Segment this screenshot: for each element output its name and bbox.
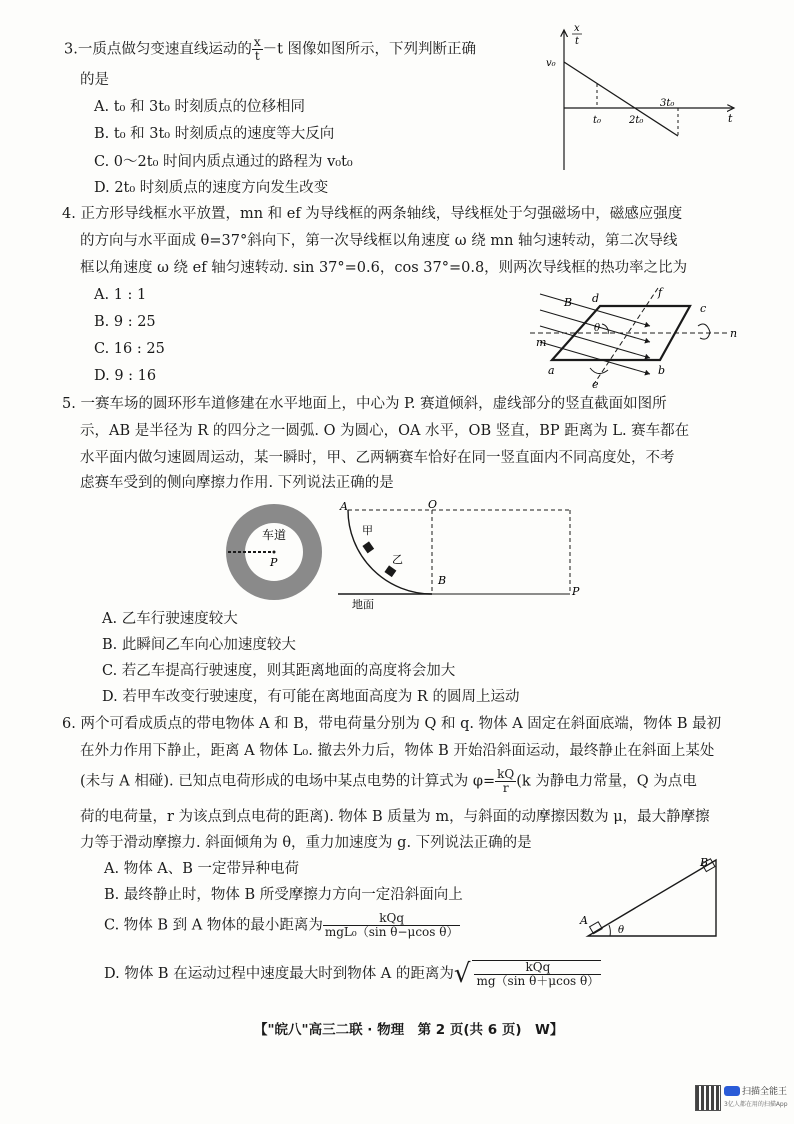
q5-label-ground: 地面 [352, 598, 374, 610]
q4-loop-figure [530, 284, 750, 390]
q5-ring-center [273, 551, 276, 554]
scanner-logo-icon [724, 1086, 740, 1096]
q6-line1: 6. 两个可看成质点的带电物体 A 和 B，带电荷量分别为 Q 和 q. 物体 A 固定在斜面底端，物体 B 最初 [62, 716, 722, 732]
q5-car-jia [362, 541, 374, 553]
q6-line3-prefix: (未与 A 相碰). 已知点电荷形成的电场中某点电势的计算式为 φ= [80, 773, 496, 790]
q6-line4: 荷的电荷量，r 为该点到点电荷的距离). 物体 B 质量为 m，与斜面的动摩擦因数为 μ，最大静摩擦 [80, 809, 710, 825]
q6-line5: 力等于滑动摩擦力. 斜面倾角为 θ，重力加速度为 g. 下列说法正确的是 [80, 835, 532, 851]
q6-option-d-den: mg（sin θ＋μcos θ） [476, 974, 600, 988]
q4-line1: 4. 正方形导线框水平放置，mn 和 ef 为导线框的两条轴线，导线框处于匀强磁场中，磁感应强度 [62, 206, 683, 222]
q3-xt-graph [538, 22, 744, 172]
q6-line3 [80, 768, 697, 795]
q5-line1: 5. 一赛车场的圆环形车道修建在水平地面上，中心为 P. 赛道倾斜，虚线部分的竖直截面如图所 [62, 396, 667, 412]
q4-label-d: d [592, 292, 600, 305]
q5-arc-ab [348, 510, 432, 594]
q4-rotation-arrow-ef [590, 368, 608, 374]
q6-line2: 在外力作用下静止，距离 A 物体 L₀. 撤去外力后，物体 B 开始沿斜面运动，最终静止在斜面上某处 [80, 743, 715, 759]
q4-rotation-arrow [698, 324, 710, 339]
q4-ef-axis [594, 288, 658, 384]
q5-label-p: P [572, 585, 580, 598]
q4-line2: 的方向与水平面成 θ=37°斜向下，第一次导线框以角速度 ω 绕 mn 轴匀速转动，第二次导线 [80, 233, 678, 249]
q3-frac-den: t [254, 49, 260, 63]
q3-stem-suffix: －t 图像如图所示，下列判断正确 [262, 41, 477, 58]
q6-label-a: A [580, 914, 588, 927]
q5-option-d: D. 若甲车改变行驶速度，有可能在离地面高度为 R 的圆周上运动 [102, 689, 520, 705]
q6-incline-figure [576, 852, 736, 944]
q5-label-jia: 甲 [362, 524, 373, 537]
q6-option-c-num: kQq [323, 912, 461, 926]
q6-potential-den: r [502, 781, 509, 795]
q5-figure [220, 500, 600, 610]
q5-line2: 示，AB 是半径为 R 的四分之一圆弧. O 为圆心，OA 水平，OB 竖直，BP 距离为 L. 赛车都在 [80, 423, 690, 439]
q5-label-a: A [340, 500, 348, 513]
q4-option-a: A. 1 : 1 [94, 287, 147, 303]
q3-stem-prefix: 3.一质点做匀变速直线运动的 [64, 41, 252, 58]
q5-car-yi [384, 565, 396, 577]
q6-option-d [104, 960, 601, 988]
q3-2t0-label: 2t₀ [629, 115, 644, 126]
q6-line3-suffix: (k 为静电力常量，Q 为点电 [516, 773, 697, 790]
q5-option-b: B. 此瞬间乙车向心加速度较大 [102, 637, 296, 653]
q4-label-e: e [592, 378, 599, 390]
q6-option-a: A. 物体 A、B 一定带异种电荷 [104, 861, 300, 877]
q4-option-b: B. 9 : 25 [94, 314, 156, 330]
q6-potential-frac [495, 768, 516, 795]
q3-t0-label: t₀ [593, 115, 602, 126]
q5-line3: 水平面内做匀速圆周运动，某一瞬时，甲、乙两辆赛车恰好在同一竖直面内不同高度处，不考 [80, 450, 675, 466]
q6-option-d-prefix: D. 物体 B 在运动过程中速度最大时到物体 A 的距离为 [104, 966, 454, 982]
q3-option-a: A. t₀ 和 3t₀ 时刻质点的位移相同 [94, 99, 306, 115]
q4-label-f: f [658, 286, 663, 299]
q5-label-yi: 乙 [392, 553, 403, 566]
q4-line3: 框以角速度 ω 绕 ef 轴匀速转动. sin 37°=0.6，cos 37°=0.8，则两次导线框的热功率之比为 [80, 260, 688, 276]
q6-option-d-num: kQq [474, 961, 601, 975]
q6-object-a [590, 922, 603, 934]
q6-theta-arc [609, 925, 610, 936]
q3-t-label: t [728, 112, 733, 125]
q3-option-d: D. 2t₀ 时刻质点的速度方向发生改变 [94, 180, 329, 196]
q4-label-m: m [536, 336, 547, 349]
q6-option-b: B. 最终静止时，物体 B 所受摩擦力方向一定沿斜面向上 [104, 887, 463, 903]
q5-label-p-ring: P [270, 556, 278, 569]
q6-option-d-radical [472, 960, 601, 988]
q5-option-c: C. 若乙车提高行驶速度，则其距离地面的高度将会加大 [102, 663, 456, 679]
q3-3t0-label: 3t₀ [660, 98, 675, 109]
q3-fraction [252, 36, 263, 63]
q5-label-b: B [438, 574, 447, 587]
q6-option-c [104, 912, 460, 939]
q4-option-d: D. 9 : 16 [94, 368, 157, 384]
q6-potential-num: kQ [497, 767, 515, 781]
q6-incline [588, 860, 716, 936]
q5-option-a: A. 乙车行驶速度较大 [102, 611, 238, 627]
q4-label-b: b [658, 364, 666, 377]
q4-label-c: c [700, 302, 707, 315]
q4-label-n: n [730, 327, 738, 340]
q3-frac-num: x [253, 35, 261, 49]
qr-code-icon [695, 1085, 721, 1111]
sqrt-icon: √ [453, 959, 471, 989]
q3-option-c: C. 0～2t₀ 时间内质点通过的路程为 v₀t₀ [94, 154, 353, 170]
q6-option-c-frac [323, 912, 461, 939]
q3-v0-label: v₀ [546, 58, 556, 69]
q5-label-track: 车道 [262, 528, 287, 542]
q3-stem-line2: 的是 [80, 72, 109, 88]
scanner-brand: 扫描全能王 [742, 1087, 788, 1097]
q4-option-c: C. 16 : 25 [94, 341, 165, 357]
q6-label-theta: θ [618, 925, 625, 936]
q6-option-c-den: mgL₀（sin θ−μcos θ） [324, 925, 459, 939]
q6-label-b: B [700, 856, 709, 869]
q5-line4: 虑赛车受到的侧向摩擦力作用. 下列说法正确的是 [80, 475, 394, 491]
q3-option-b: B. t₀ 和 3t₀ 时刻质点的速度等大反向 [94, 126, 335, 142]
q3-y-label-num: x [574, 23, 580, 34]
page-footer: 【"皖八"高三二联 · 物理 第 2 页(共 6 页) W】 [254, 1022, 564, 1038]
q6-option-c-prefix: C. 物体 B 到 A 物体的最小距离为 [104, 917, 323, 934]
q4-label-theta: θ [594, 323, 601, 334]
q6-option-d-frac [474, 961, 601, 988]
q4-label-b-field: B [564, 296, 573, 309]
q5-label-o: O [428, 500, 438, 511]
q3-y-label-den: t [575, 36, 580, 47]
q3-stem-line1 [64, 36, 476, 63]
scanner-subtitle: 3亿人都在用的扫描App [724, 1101, 788, 1108]
q4-label-a: a [548, 364, 555, 377]
